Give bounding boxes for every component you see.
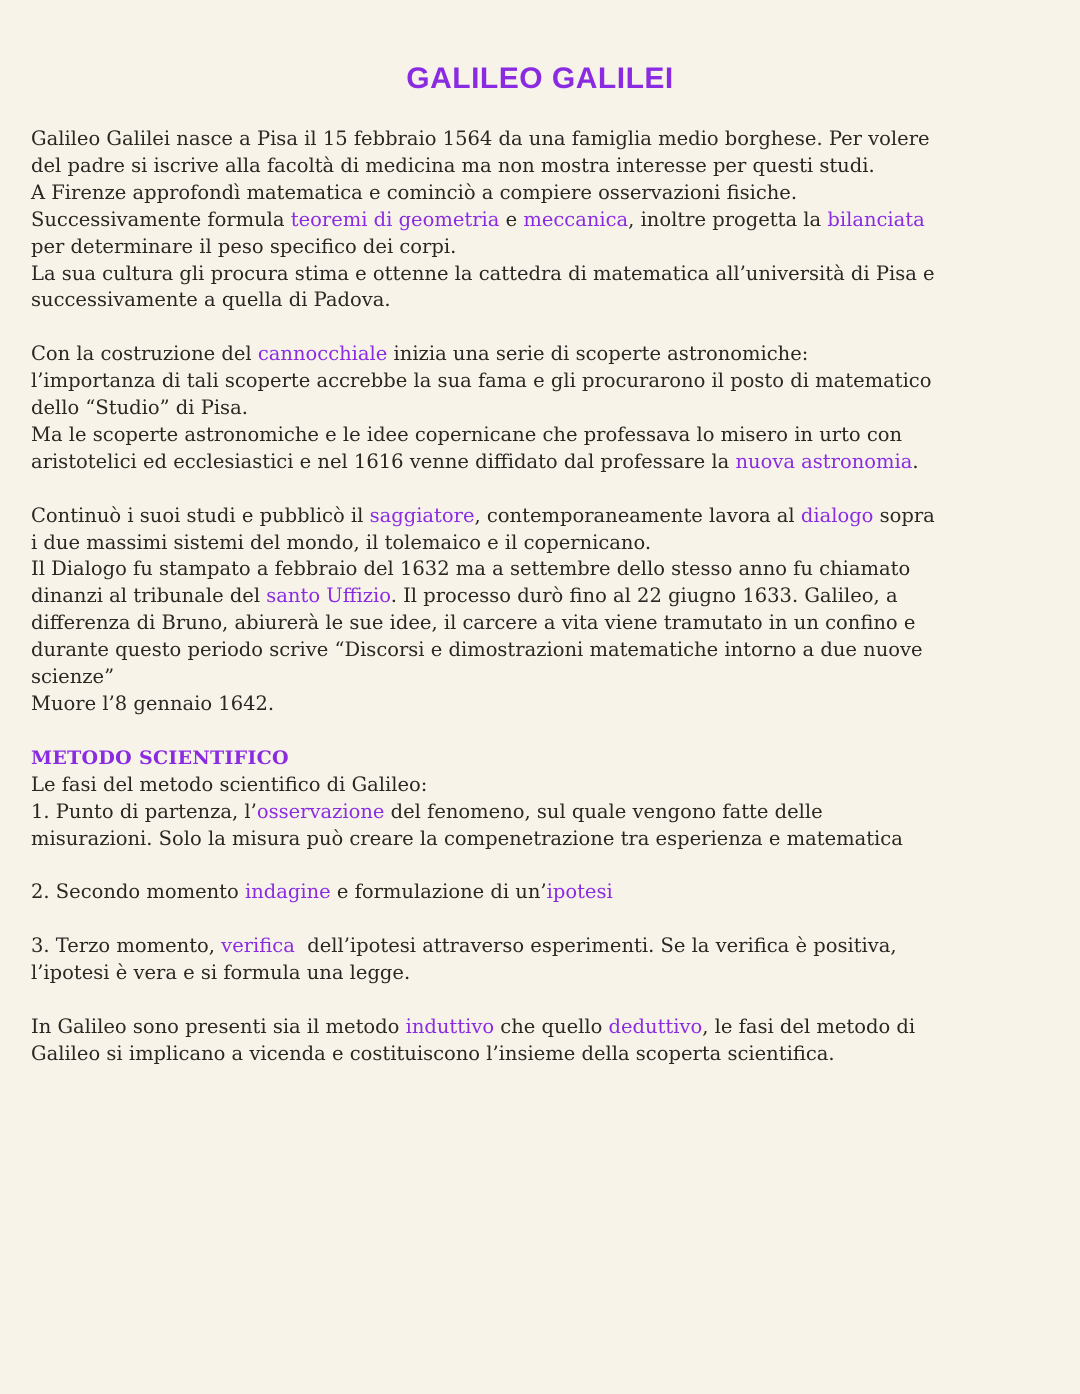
highlight-term: induttivo [405,1014,495,1038]
text-line [31,933,1061,960]
page-title: GALILEO GALILEI [406,62,674,95]
text-line: durante questo periodo scrive “Discorsi e dimostrazioni matematiche intorno a due nuove [31,638,923,662]
text-line: differenza di Bruno, abiurerà le sue idee, il carcere a vita viene tramutato in un confino e [31,611,916,635]
text-line: Muore l’8 gennaio 1642. [31,692,275,715]
text-line [31,1014,1061,1041]
text-line: Ma le scoperte astronomiche e le idee copernicane che professava lo misero in urto con [31,422,903,446]
text-span: 1. Punto di partenza, l’ [31,799,257,823]
highlight-term: deduttivo [608,1014,703,1038]
text-line: del padre si iscrive alla facoltà di medicina ma non mostra interesse per questi studi. [31,153,875,177]
text-line [31,583,1061,610]
text-line [31,449,1061,476]
text-span: , contemporaneamente lavora al [474,503,801,527]
text-span: In Galileo sono presenti sia il metodo [31,1014,406,1038]
text-line [31,799,1061,826]
text-span: che quello [494,1014,609,1038]
text-span: e [499,207,524,231]
text-span: , inoltre progetta la [628,207,828,231]
text-line: scienze” [31,665,115,689]
text-line: l’importanza di tali scoperte accrebbe la sua fama e gli procurarono il posto di matematico [31,369,932,393]
highlight-term: saggiatore [369,503,475,527]
text-span: inizia una serie di scoperte astronomiche: [387,342,809,366]
highlight-term: ipotesi [546,880,613,904]
text-span: Continuò i suoi studi e pubblicò il [31,503,370,527]
text-span: . Il processo durò fino al 22 giugno 1633. Galileo, a [390,584,898,608]
text-line [31,879,1061,906]
text-line [31,341,1061,368]
text-span: Con la costruzione del [31,342,258,366]
text-line: A Firenze approfondì matematica e cominciò a compiere osservazioni fisiche. [31,180,798,204]
text-span: e formulazione di un’ [330,880,547,904]
text-span: Successivamente formula [31,207,291,231]
text-span: dell’ipotesi attraverso esperimenti. Se la verifica è positiva, [294,934,897,958]
text-span: 3. Terzo momento, [31,934,222,958]
section-heading: METODO SCIENTIFICO [31,746,289,769]
text-line: Il Dialogo fu stampato a febbraio del 1632 ma a settembre dello stesso anno fu chiamato [31,557,911,581]
highlight-term: cannocchiale [257,342,388,366]
text-line: dello “Studio” di Pisa. [31,396,248,420]
text-line: Le fasi del metodo scientifico di Galileo: [31,772,428,796]
text-line: misurazioni. Solo la misura può creare la compenetrazione tra esperienza e matematica [31,826,903,850]
text-line: l’ipotesi è vera e si formula una legge. [31,961,411,985]
highlight-term: teoremi di geometria [290,207,500,231]
highlight-term: dialogo [800,503,874,527]
text-span: del fenomeno, sul quale vengono fatte delle [384,799,823,823]
highlight-term: verifica [221,934,295,958]
highlight-term: indagine [244,880,331,904]
text-line: Galileo si implicano a vicenda e costituiscono l’insieme della scoperta scientifica. [31,1041,835,1065]
text-span: aristotelici ed ecclesiastici e nel 1616 venne diffidato dal professare la [31,449,736,473]
text-line: per determinare il peso specifico dei corpi. [31,234,457,258]
text-line [31,207,1061,234]
text-line: successivamente a quella di Padova. [31,288,391,312]
text-span: dinanzi al tribunale del [31,584,267,608]
highlight-term: nuova astronomia [735,449,913,473]
text-line: i due massimi sistemi del mondo, il tolemaico e il copernicano. [31,530,652,554]
text-span: . [912,449,919,473]
text-span: sopra [873,503,935,527]
text-line: La sua cultura gli procura stima e ottenne la cattedra di matematica all’università di Pisa e [31,261,935,285]
text-line: Galileo Galilei nasce a Pisa il 15 febbraio 1564 da una famiglia medio borghese. Per volere [31,127,930,150]
highlight-term: bilanciata [827,207,925,231]
text-span: 2. Secondo momento [31,880,245,904]
highlight-term: osservazione [256,799,385,823]
highlight-term: santo Uffizio [266,584,391,608]
highlight-term: meccanica [523,207,629,231]
document-body [31,126,1061,1068]
text-line [31,503,1061,530]
text-span: , le fasi del metodo di [702,1014,916,1038]
